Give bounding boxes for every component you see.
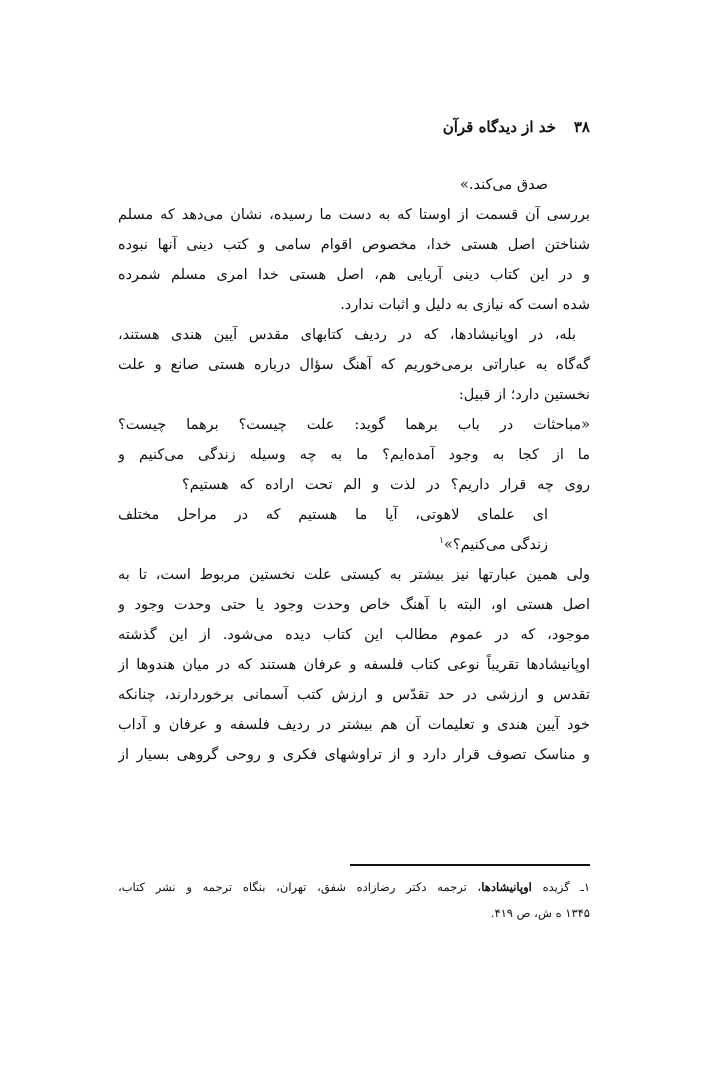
quote-line: روی چه قرار داریم؟ در لذت و الم تحت اراده که هستیم؟ [182,477,590,493]
footnote-line [118,874,590,900]
text-line: اوپانیشادها تقریباً نوعی کتاب فلسفه و عرفان هستند که در میان هندوها از [118,657,590,673]
running-header [443,118,590,136]
footnote-book-title: اوپانیشادها [481,880,532,894]
quote-line: ای علمای لاهوتی، آیا ما هستیم که در مراحل مختلف [118,507,548,523]
main-text [118,170,590,770]
page-number: ۳۸ [573,118,590,136]
text-line: بررسی آن قسمت از اوستا که به دست ما رسیده، نشان می‌دهد که مسلم [118,207,590,223]
quote-line-last [118,530,590,560]
text-line: ولی همین عبارتها نیز بیشتر به کیستی علت نخستین مربوط است، تا به [118,567,590,583]
footnote-citation: ، ترجمه دکتر رضازاده شفق، تهران، بنگاه ترجمه و نشر کتاب، [118,880,482,894]
text-line: شده است که نیازی به دلیل و اثبات ندارد. [340,297,590,313]
running-title: خد از دیدگاه قرآن [442,118,556,136]
text-line: نخستین دارد؛ از قبیل: [458,387,590,403]
text-line: موجود، که در عموم مطالب این کتاب دیده می‌شود. از این گذشته [118,627,590,643]
footnote-marker: ۱ [439,536,445,547]
text-line: اصل هستی او، البته با آهنگ خاص وحدت وجود یا حتی وحدت وجود و [118,597,590,613]
footnote-line: ۱۳۴۵ ه ش، ص ۴۱۹. [490,906,590,920]
quote-line: «مباحثات در باب برهما گوید: علت چیست؟ برهما چیست؟ [118,417,590,433]
text-line: تقدس و ارزشی در حد تقدّس و ارزش کتب آسمانی برخوردارند، چنانکه [118,687,590,703]
text-line: صدق می‌کند.» [459,177,548,193]
quote-line-text: زندگی می‌کنیم؟» [444,537,548,553]
block-quote [118,410,590,560]
footnote [118,874,590,926]
text-line: گه‌گاه به عباراتی برمی‌خوریم که آهنگ سؤال درباره هستی صانع و علت [118,357,590,373]
text-line: خود آیین هندی و تعلیمات آن هم بیشتر در ردیف فلسفه و عرفان و آداب [118,717,590,733]
text-line: و مناسک تصوف قرار دارد و از تراوشهای فکری و روحی گروهی بسیار از [118,747,590,763]
footnote-separator [350,864,590,866]
text-line: و در این کتاب دینی آریایی هم، اصل هستی خدا امری مسلم شمرده [118,267,590,283]
footnote-prefix: ۱ـ گزیده [531,880,590,894]
text-line: بله، در اوپانیشادها، که در ردیف کتابهای مقدس آیین هندی هستند، [118,327,576,343]
text-line: شناختن اصل هستی خدا، مخصوص اقوام سامی و کتب دینی آنها نبوده [118,237,590,253]
quote-line: ما از کجا به وجود آمده‌ایم؟ ما به چه وسیله زندگی می‌کنیم و [118,447,590,463]
